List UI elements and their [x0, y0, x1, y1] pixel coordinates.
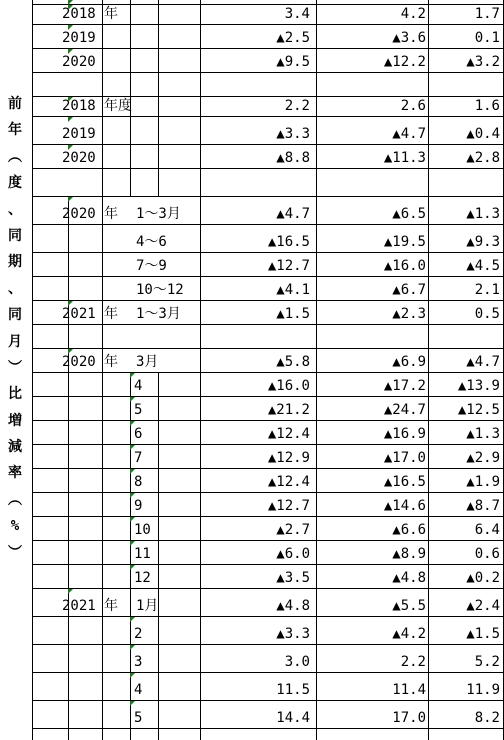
cell-marker-icon	[68, 97, 73, 102]
cell-marker-icon	[68, 117, 73, 122]
value-col-3: 2.1	[474, 282, 500, 298]
value-col-2: ▲6.5	[392, 206, 426, 222]
row-unit: 年	[104, 206, 118, 222]
side-label-char: 同	[8, 307, 22, 324]
value-col-1: ▲2.5	[276, 30, 310, 46]
value-col-3: 1.7	[474, 6, 500, 22]
value-col-1: ▲3.3	[276, 126, 310, 142]
cell-marker-icon	[68, 349, 73, 354]
cell-marker-icon	[130, 469, 135, 474]
column-divider	[32, 0, 33, 740]
value-col-3: ▲2.4	[466, 598, 500, 614]
value-col-2: ▲16.9	[383, 426, 426, 442]
value-col-1: ▲16.0	[267, 378, 310, 394]
value-col-2: ▲17.2	[383, 378, 426, 394]
row-year: 2018	[62, 98, 96, 114]
cell-marker-icon	[130, 445, 135, 450]
row-month: 11	[134, 546, 151, 562]
row-month: 4	[134, 682, 143, 698]
value-col-3: 0.1	[474, 30, 500, 46]
value-col-3: ▲1.5	[466, 626, 500, 642]
row-year: 2021	[62, 306, 96, 322]
value-col-2: 11.4	[392, 682, 426, 698]
side-label-char: 同	[8, 227, 22, 244]
value-col-1: ▲4.8	[276, 598, 310, 614]
row-year: 2020	[62, 54, 96, 70]
side-label-char: 、	[8, 280, 22, 297]
value-col-2: ▲4.8	[392, 570, 426, 586]
value-col-3: 1.6	[474, 98, 500, 114]
value-col-2: 2.6	[400, 98, 426, 114]
value-col-3: 8.2	[474, 710, 500, 726]
value-col-2: ▲14.6	[383, 498, 426, 514]
value-col-2: ▲6.9	[392, 354, 426, 370]
value-col-1: ▲3.3	[276, 626, 310, 642]
value-col-3: ▲4.7	[466, 354, 500, 370]
value-col-2: ▲3.6	[392, 30, 426, 46]
column-divider	[68, 196, 69, 740]
value-col-1: ▲9.5	[276, 54, 310, 70]
side-label-char: ︵	[8, 148, 22, 165]
value-col-2: ▲17.0	[383, 450, 426, 466]
row-period: 4〜6	[136, 234, 167, 250]
value-col-3: ▲0.4	[466, 126, 500, 142]
side-label-char: 比	[8, 386, 22, 403]
value-col-2: 17.0	[392, 710, 426, 726]
value-col-2: ▲2.3	[392, 306, 426, 322]
cell-marker-icon	[68, 5, 73, 10]
row-month: 5	[134, 710, 143, 726]
value-col-2: ▲24.7	[383, 402, 426, 418]
side-label-char: 減	[8, 439, 22, 456]
row-unit: 年度	[104, 98, 132, 114]
side-label-char: 年	[8, 122, 22, 139]
cell-marker-icon	[130, 645, 135, 650]
cell-marker-icon	[130, 541, 135, 546]
value-col-3: 6.4	[474, 522, 500, 538]
cell-marker-icon	[68, 197, 73, 202]
cell-marker-icon	[68, 589, 73, 594]
row-year: 2019	[62, 30, 96, 46]
row-year: 2021	[62, 598, 96, 614]
row-month: 3	[134, 654, 143, 670]
side-label-char: ︶	[8, 359, 22, 376]
cell-marker-icon	[68, 301, 73, 306]
value-col-1: 3.0	[284, 654, 310, 670]
row-period: 1〜3月	[136, 206, 181, 222]
value-col-3: ▲4.5	[466, 258, 500, 274]
row-month: 7	[134, 450, 143, 466]
row-month: 9	[134, 498, 143, 514]
cell-marker-icon	[130, 673, 135, 678]
value-col-3: ▲13.9	[457, 378, 500, 394]
value-col-1: 3.4	[284, 6, 310, 22]
value-col-2: ▲16.0	[383, 258, 426, 274]
value-col-2: 2.2	[400, 654, 426, 670]
row-year: 2020	[62, 150, 96, 166]
cell-marker-icon	[130, 617, 135, 622]
row-month: 12	[134, 570, 151, 586]
row-unit: 年	[104, 354, 118, 370]
value-col-1: ▲12.9	[267, 450, 310, 466]
value-col-1: ▲12.7	[267, 258, 310, 274]
value-col-2: ▲12.2	[383, 54, 426, 70]
value-col-3: ▲0.2	[466, 570, 500, 586]
value-col-1: ▲12.7	[267, 498, 310, 514]
row-month: 8	[134, 474, 143, 490]
value-col-1: ▲16.5	[267, 234, 310, 250]
cell-marker-icon	[68, 0, 73, 5]
value-col-2: ▲16.5	[383, 474, 426, 490]
row-month: 2	[134, 626, 143, 642]
side-label-char: 、	[8, 201, 22, 218]
side-label-char: 率	[8, 465, 22, 482]
value-col-1: ▲2.7	[276, 522, 310, 538]
value-col-3: ▲2.8	[466, 150, 500, 166]
value-col-1: ▲6.0	[276, 546, 310, 562]
row-month: 4	[134, 378, 143, 394]
value-col-1: 2.2	[284, 98, 310, 114]
row-unit: 年	[104, 598, 118, 614]
value-col-3: ▲1.3	[466, 206, 500, 222]
value-col-1: ▲12.4	[267, 474, 310, 490]
row-period: 3月	[136, 354, 159, 370]
row-unit: 年	[104, 6, 118, 22]
value-col-3: ▲12.5	[457, 402, 500, 418]
cell-marker-icon	[68, 145, 73, 150]
value-col-2: 4.2	[400, 6, 426, 22]
column-divider	[102, 0, 103, 740]
value-col-3: 0.6	[474, 546, 500, 562]
side-label-char: %	[10, 518, 20, 535]
side-label-char: 期	[8, 254, 22, 271]
value-col-2: ▲19.5	[383, 234, 426, 250]
value-col-1: ▲1.5	[276, 306, 310, 322]
value-col-3: ▲2.9	[466, 450, 500, 466]
side-label-char: 月	[8, 333, 22, 350]
cell-marker-icon	[130, 421, 135, 426]
side-label-char: 前	[8, 96, 22, 112]
value-col-2: ▲5.5	[392, 598, 426, 614]
value-col-3: ▲1.3	[466, 426, 500, 442]
side-label-char: ︵	[8, 491, 22, 508]
side-label-char: 増	[8, 412, 22, 429]
row-month: 6	[134, 426, 143, 442]
value-col-3: 5.2	[474, 654, 500, 670]
row-month: 5	[134, 402, 143, 418]
row-period: 7〜9	[136, 258, 167, 274]
value-col-1: 14.4	[276, 710, 310, 726]
value-col-1: ▲21.2	[267, 402, 310, 418]
side-label-char: ︶	[8, 544, 22, 561]
cell-marker-icon	[130, 397, 135, 402]
row-year: 2020	[62, 354, 96, 370]
row-period: 10〜12	[136, 282, 184, 298]
value-col-3: ▲1.9	[466, 474, 500, 490]
value-col-1: ▲5.8	[276, 354, 310, 370]
side-label-char: 度	[8, 175, 22, 192]
value-col-1: ▲12.4	[267, 426, 310, 442]
value-col-2: ▲6.6	[392, 522, 426, 538]
value-col-2: ▲8.9	[392, 546, 426, 562]
column-divider	[158, 0, 159, 196]
value-col-3: ▲9.3	[466, 234, 500, 250]
value-col-2: ▲4.7	[392, 126, 426, 142]
cell-marker-icon	[130, 373, 135, 378]
cell-marker-icon	[68, 49, 73, 54]
value-col-3: ▲3.2	[466, 54, 500, 70]
value-col-1: ▲4.1	[276, 282, 310, 298]
value-col-3: ▲8.7	[466, 498, 500, 514]
cell-marker-icon	[68, 25, 73, 30]
row-unit: 年	[104, 306, 118, 322]
value-col-1: 11.5	[276, 682, 310, 698]
side-label-vertical	[4, 96, 26, 571]
row-year: 2019	[62, 126, 96, 142]
row-period: 1月	[136, 598, 159, 614]
value-col-1: ▲8.8	[276, 150, 310, 166]
cell-marker-icon	[130, 565, 135, 570]
column-divider	[158, 372, 159, 740]
cell-marker-icon	[130, 517, 135, 522]
value-col-3: 11.9	[466, 682, 500, 698]
row-period: 1〜3月	[136, 306, 181, 322]
column-divider	[130, 372, 131, 740]
cell-marker-icon	[130, 701, 135, 706]
value-col-2: ▲6.7	[392, 282, 426, 298]
row-year: 2020	[62, 206, 96, 222]
value-col-1: ▲4.7	[276, 206, 310, 222]
value-col-1: ▲3.5	[276, 570, 310, 586]
value-col-2: ▲4.2	[392, 626, 426, 642]
cell-marker-icon	[130, 493, 135, 498]
row-year: 2018	[62, 6, 96, 22]
value-col-2: ▲11.3	[383, 150, 426, 166]
value-col-3: 0.5	[474, 306, 500, 322]
row-month: 10	[134, 522, 151, 538]
